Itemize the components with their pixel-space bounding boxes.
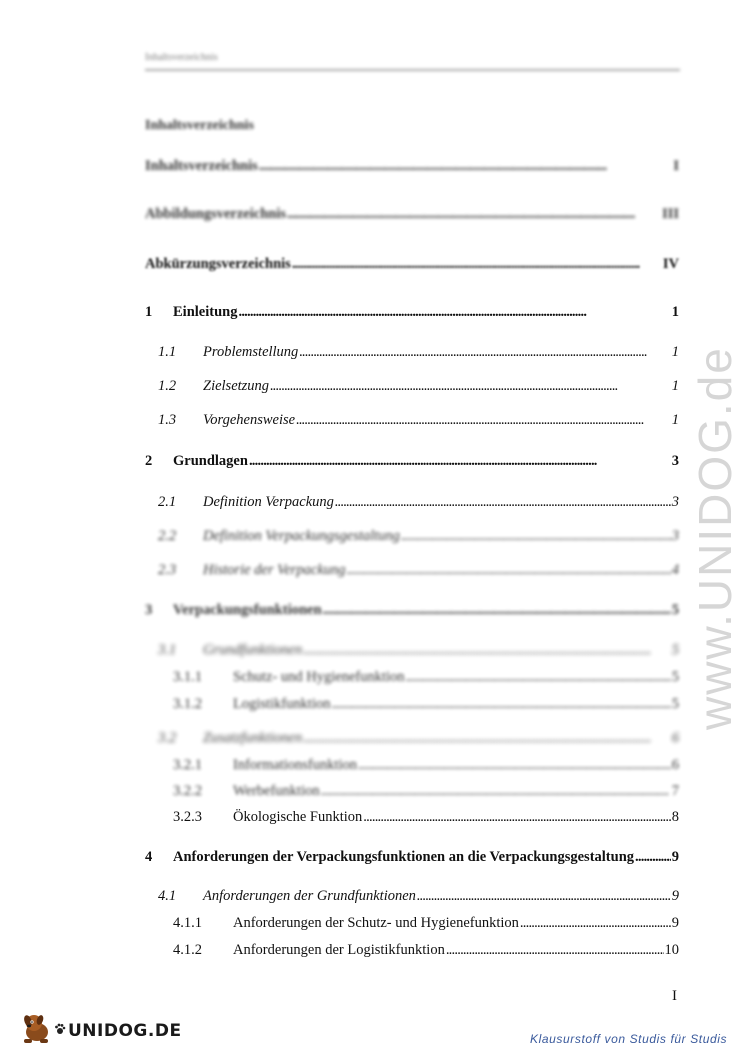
toc-entry-page: III bbox=[662, 206, 679, 222]
toc-entry-ch4: 4 Anforderungen der Verpackungsfunktionen an die Verpackungsgestaltung . . . 9 bbox=[145, 848, 679, 866]
toc-entry-front-2 bbox=[145, 205, 679, 223]
toc-entry-2-2: 2.2 Definition Verpackungsgestaltung . . . 3 bbox=[145, 527, 679, 545]
toc-entry-1-1: 1.1 Problemstellung . . . 1 bbox=[145, 343, 679, 361]
toc-entry-ch3: 3 Verpackungsfunktionen . . . 5 bbox=[145, 601, 679, 619]
dog-mascot-icon bbox=[20, 1012, 54, 1049]
toc-entry-ch1: 1 Einleitung . . . 1 bbox=[145, 303, 679, 321]
toc-entry-front-3 bbox=[145, 255, 679, 273]
logo-text: UNIDOG.DE bbox=[68, 1020, 182, 1041]
toc-entry-3-1-2: 3.1.2 Logistikfunktion . . . 5 bbox=[145, 695, 679, 713]
toc-entry-4-1-2: 4.1.2 Anforderungen der Logistikfunktion . . . 10 bbox=[145, 941, 679, 959]
toc-entry-3-2-1: 3.2.1 Informationsfunktion . . . 6 bbox=[145, 756, 679, 774]
toc-entry-page: IV bbox=[662, 256, 679, 272]
running-header: Inhaltsverzeichnis bbox=[145, 52, 680, 71]
toc-entry-1-3: 1.3 Vorgehensweise . . . 1 bbox=[145, 411, 679, 429]
toc-entry-front-1 bbox=[145, 157, 679, 175]
toc-entry-4-1: 4.1 Anforderungen der Grundfunktionen . . . 9 bbox=[145, 887, 679, 905]
toc-entry-2-1: 2.1 Definition Verpackung . . . 3 bbox=[145, 493, 679, 511]
toc-entry-title: Inhaltsverzeichnis bbox=[145, 158, 258, 174]
footer-slogan: Klausurstoff von Studis für Studis bbox=[530, 1032, 728, 1046]
toc-entry-3-2-2: 3.2.2 Werbefunktion . . . 7 bbox=[145, 782, 679, 800]
toc-entry-3-1: 3.1 Grundfunktionen . . . 5 bbox=[145, 641, 679, 659]
toc-entry-page: I bbox=[673, 158, 679, 174]
toc-entry-2-3: 2.3 Historie der Verpackung . . . 4 bbox=[145, 561, 679, 579]
toc-entry-title: Abkürzungsverzeichnis bbox=[145, 256, 291, 272]
toc-entry-ch2: 2 Grundlagen . . . 3 bbox=[145, 452, 679, 470]
page-number: I bbox=[672, 988, 677, 1004]
toc-heading: Inhaltsverzeichnis bbox=[145, 118, 254, 133]
toc-entry-1-2: 1.2 Zielsetzung . . . 1 bbox=[145, 377, 679, 395]
unidog-logo[interactable] bbox=[20, 1012, 182, 1049]
toc-entry-4-1-1: 4.1.1 Anforderungen der Schutz- und Hygienefunktion . . . 9 bbox=[145, 914, 679, 932]
paw-icon bbox=[54, 1022, 66, 1040]
toc-entry-3-2: 3.2 Zusatzfunktionen . . . 6 bbox=[145, 729, 679, 747]
toc-entry-3-2-3: 3.2.3 Ökologische Funktion . . . 8 bbox=[145, 808, 679, 826]
toc-entry-title: Abbildungsverzeichnis bbox=[145, 206, 286, 222]
toc-entry-3-1-1: 3.1.1 Schutz- und Hygienefunktion . . . 5 bbox=[145, 668, 679, 686]
